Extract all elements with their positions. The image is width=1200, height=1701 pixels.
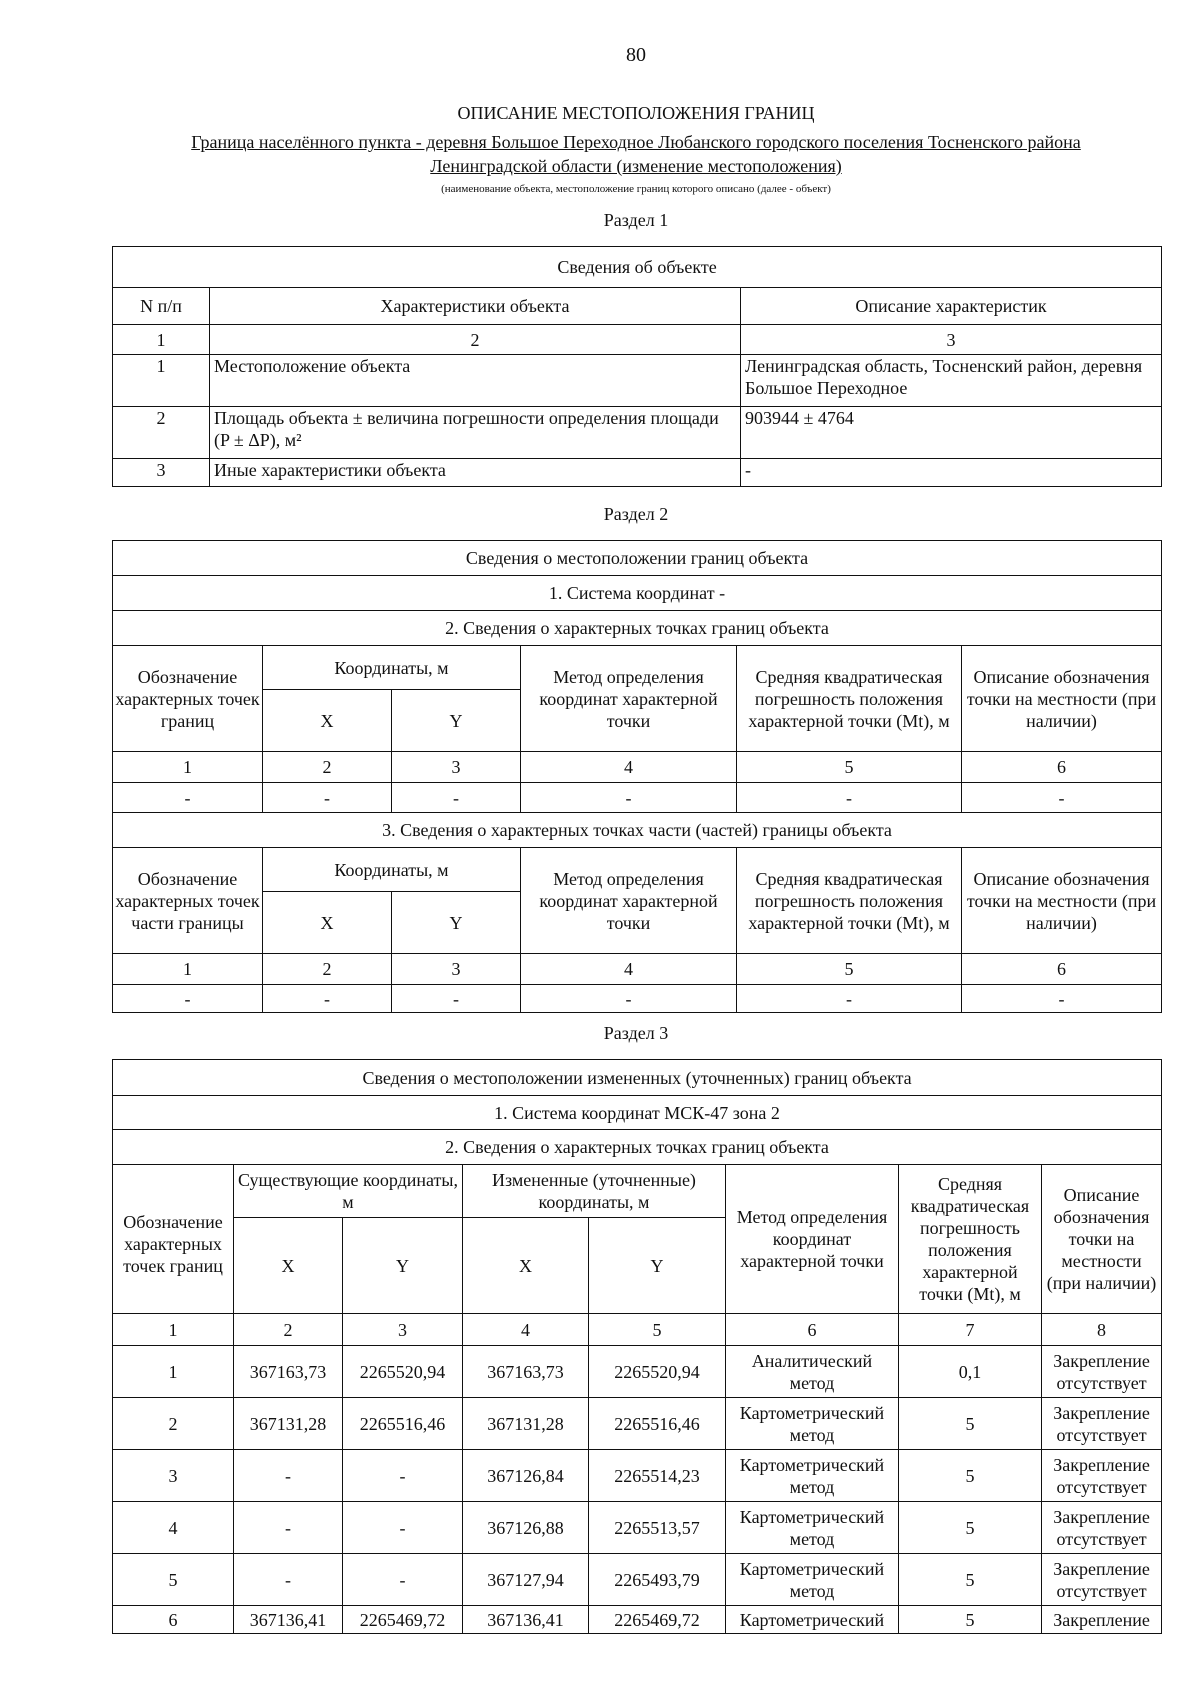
description: Закрепление отсутствует [1042,1554,1162,1606]
col-number: 4 [521,954,737,985]
changed-y: 2265514,23 [589,1450,726,1502]
header-method: Метод определения координат характерной точки [726,1165,899,1314]
point-number: 4 [113,1502,234,1554]
header-description: Описание обозначения точки на местности (при наличии) [962,848,1162,954]
col-number: 2 [263,954,392,985]
method: Аналитический метод [726,1346,899,1398]
object-name-line-1: Граница населённого пункта - деревня Большое Переходное Любанского городского поселения Тосненского района [191,132,1081,152]
col-number: 6 [726,1314,899,1346]
error: 5 [899,1606,1042,1634]
section-3-table [112,1059,1162,1634]
error: 5 [899,1398,1042,1450]
col-number: 2 [263,752,392,783]
point-number: 1 [113,1346,234,1398]
empty-cell: - [113,783,263,813]
row-num: 3 [113,459,210,487]
table-title: Сведения об объекте [113,247,1162,288]
table-row [113,1346,1162,1398]
section-3-label: Раздел 3 [603,1023,669,1043]
existing-x: 367163,73 [234,1346,343,1398]
error: 5 [899,1450,1042,1502]
coordinate-system: 1. Система координат МСК-47 зона 2 [113,1096,1162,1130]
description: Закрепление [1042,1606,1162,1634]
changed-x: 367131,28 [463,1398,589,1450]
existing-x: - [234,1554,343,1606]
existing-x: 367136,41 [234,1606,343,1634]
object-name-line-2: Ленинградской области (изменение местоположения) [430,156,842,176]
table-row [113,1502,1162,1554]
header-changed-y: Y [589,1218,726,1314]
header-description: Описание характеристик [741,288,1162,325]
subsection-title: 2. Сведения о характерных точках границ объекта [113,611,1162,646]
error: 5 [899,1554,1042,1606]
object-name [110,130,1162,178]
existing-x: - [234,1502,343,1554]
table-row [113,1450,1162,1502]
col-number: 5 [589,1314,726,1346]
header-y: Y [392,690,521,752]
changed-x: 367127,94 [463,1554,589,1606]
coordinate-system: 1. Система координат - [113,576,1162,611]
col-number: 5 [737,954,962,985]
existing-x: - [234,1450,343,1502]
empty-cell: - [392,985,521,1013]
header-method: Метод определения координат характерной точки [521,646,737,752]
col-number: 3 [392,954,521,985]
header-error: Средняя квадратическая погрешность положения характерной точки (Mt), м [899,1165,1042,1314]
row-description: 903944 ± 4764 [741,407,1162,459]
changed-y: 2265516,46 [589,1398,726,1450]
header-coordinates: Координаты, м [263,848,521,892]
col-number: 2 [234,1314,343,1346]
empty-cell: - [737,783,962,813]
existing-x: 367131,28 [234,1398,343,1450]
row-description: - [741,459,1162,487]
col-number: 1 [113,752,263,783]
changed-x: 367163,73 [463,1346,589,1398]
header-x: X [263,892,392,954]
header-description: Описание обозначения точки на местности (при наличии) [962,646,1162,752]
header-point: Обозначение характерных точек границ [113,1165,234,1314]
header-method: Метод определения координат характерной точки [521,848,737,954]
point-number: 6 [113,1606,234,1634]
header-error: Средняя квадратическая погрешность положения характерной точки (Mt), м [737,646,962,752]
existing-y: - [343,1450,463,1502]
col-number: 8 [1042,1314,1162,1346]
existing-y: 2265469,72 [343,1606,463,1634]
header-y: Y [392,892,521,954]
point-number: 3 [113,1450,234,1502]
header-changed-coordinates: Измененные (уточненные) координаты, м [463,1165,726,1218]
existing-y: 2265520,94 [343,1346,463,1398]
existing-y: - [343,1502,463,1554]
method: Картометрический метод [726,1554,899,1606]
point-number: 2 [113,1398,234,1450]
row-description: Ленинградская область, Тосненский район, деревня Большое Переходное [741,355,1162,407]
changed-y: 2265469,72 [589,1606,726,1634]
col-number: 6 [962,752,1162,783]
point-number: 5 [113,1554,234,1606]
table-row [113,1398,1162,1450]
description: Закрепление отсутствует [1042,1398,1162,1450]
error: 5 [899,1502,1042,1554]
changed-x: 367126,84 [463,1450,589,1502]
section-2-table [112,540,1162,1013]
col-number: 4 [463,1314,589,1346]
col-number: 2 [210,325,741,355]
header-x: X [263,690,392,752]
row-characteristic: Площадь объекта ± величина погрешности определения площади (P ± ΔP), м² [210,407,741,459]
section-1-label: Раздел 1 [603,210,669,230]
description: Закрепление отсутствует [1042,1450,1162,1502]
col-number: 6 [962,954,1162,985]
header-characteristic: Характеристики объекта [210,288,741,325]
header-point: Обозначение характерных точек границ [113,646,263,752]
empty-cell: - [263,783,392,813]
col-number: 1 [113,954,263,985]
col-number: 3 [741,325,1162,355]
description: Закрепление отсутствует [1042,1502,1162,1554]
section-2-label: Раздел 2 [603,504,669,524]
empty-cell: - [521,985,737,1013]
header-existing-coordinates: Существующие координаты, м [234,1165,463,1218]
empty-cell: - [737,985,962,1013]
col-number: 4 [521,752,737,783]
header-changed-x: X [463,1218,589,1314]
changed-y: 2265520,94 [589,1346,726,1398]
col-number: 7 [899,1314,1042,1346]
col-number: 3 [392,752,521,783]
subsection-title: 2. Сведения о характерных точках границ объекта [113,1130,1162,1165]
header-coordinates: Координаты, м [263,646,521,690]
empty-cell: - [263,985,392,1013]
empty-cell: - [113,985,263,1013]
row-characteristic: Местоположение объекта [210,355,741,407]
header-existing-y: Y [343,1218,463,1314]
empty-cell: - [392,783,521,813]
header-description: Описание обозначения точки на местности (при наличии) [1042,1165,1162,1314]
section-1-table [112,246,1162,487]
empty-cell: - [521,783,737,813]
header-point: Обозначение характерных точек части границы [113,848,263,954]
method: Картометрический метод [726,1450,899,1502]
table-row [113,1554,1162,1606]
existing-y: 2265516,46 [343,1398,463,1450]
empty-cell: - [962,783,1162,813]
subsection-title: 3. Сведения о характерных точках части (частей) границы объекта [113,813,1162,848]
method: Картометрический [726,1606,899,1634]
row-num: 1 [113,355,210,407]
col-number: 1 [113,1314,234,1346]
changed-y: 2265513,57 [589,1502,726,1554]
page-number: 80 [626,44,646,66]
table-row [113,1606,1162,1634]
object-name-note: (наименование объекта, местоположение границ которого описано (далее - объект) [441,183,831,195]
table-title: Сведения о местоположении измененных (уточненных) границ объекта [113,1060,1162,1096]
table-title: Сведения о местоположении границ объекта [113,541,1162,576]
method: Картометрический метод [726,1398,899,1450]
col-number: 3 [343,1314,463,1346]
header-existing-x: X [234,1218,343,1314]
method: Картометрический метод [726,1502,899,1554]
existing-y: - [343,1554,463,1606]
row-num: 2 [113,407,210,459]
header-num: N п/п [113,288,210,325]
col-number: 1 [113,325,210,355]
row-characteristic: Иные характеристики объекта [210,459,741,487]
changed-y: 2265493,79 [589,1554,726,1606]
empty-cell: - [962,985,1162,1013]
error: 0,1 [899,1346,1042,1398]
col-number: 5 [737,752,962,783]
changed-x: 367126,88 [463,1502,589,1554]
description: Закрепление отсутствует [1042,1346,1162,1398]
header-error: Средняя квадратическая погрешность положения характерной точки (Mt), м [737,848,962,954]
document-title: ОПИСАНИЕ МЕСТОПОЛОЖЕНИЯ ГРАНИЦ [457,103,815,123]
changed-x: 367136,41 [463,1606,589,1634]
